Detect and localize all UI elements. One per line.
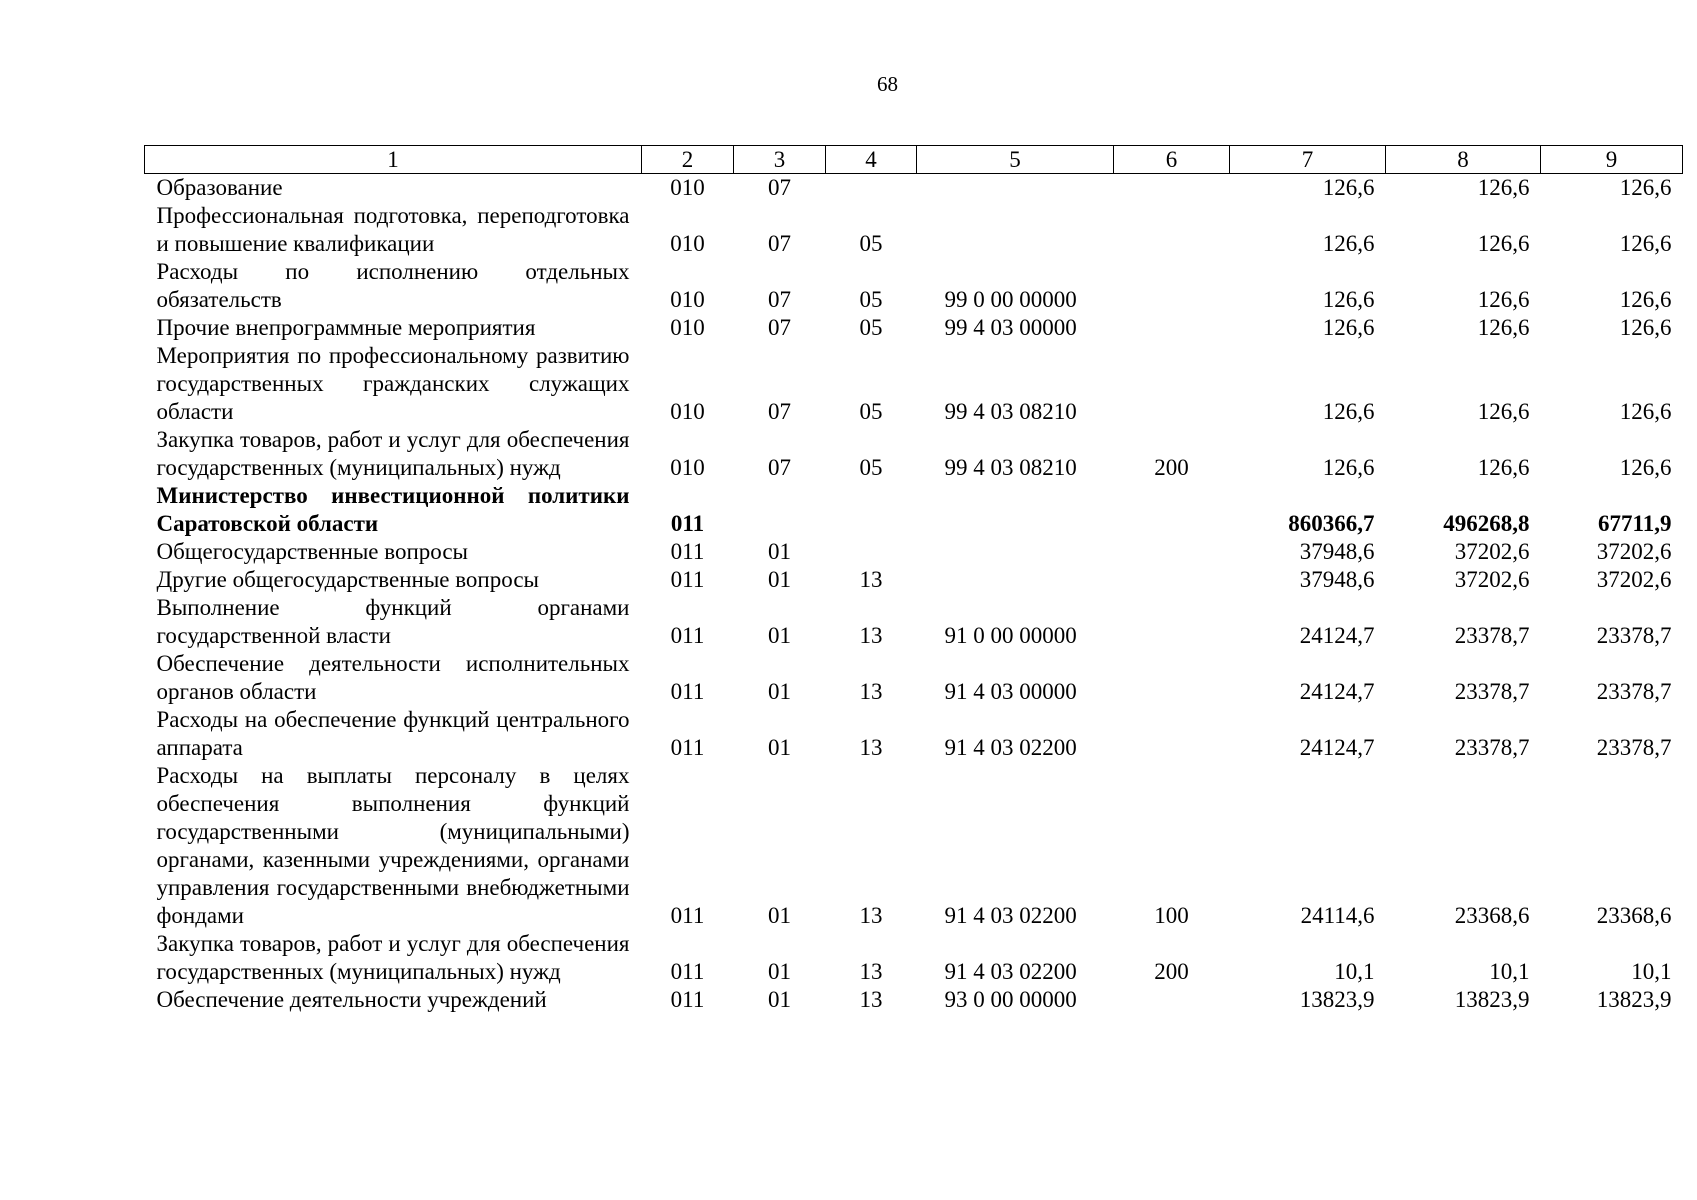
cell-section-code: 07 xyxy=(768,399,791,424)
row-name: Профессиональная подготовка, переподготовка и повышение квалификации xyxy=(156,203,630,256)
cell-expense-type xyxy=(1114,258,1230,314)
cell-amount-1: 126,6 xyxy=(1322,287,1375,312)
row-name: Обеспечение деятельности исполнительных органов области xyxy=(156,651,630,704)
cell-amount-2: 23378,7 xyxy=(1454,623,1530,648)
cell-expense-type xyxy=(1114,566,1230,594)
cell-amount-1: 126,6 xyxy=(1322,175,1375,200)
cell-expense-type: 200 xyxy=(1154,455,1189,480)
cell-amount-1: 860366,7 xyxy=(1288,511,1375,536)
cell-amount-1: 10,1 xyxy=(1334,959,1375,984)
table-row xyxy=(145,706,1683,762)
table-row xyxy=(145,426,1683,482)
cell-subsection-code: 05 xyxy=(859,399,883,424)
cell-amount-3: 37202,6 xyxy=(1596,539,1672,564)
cell-target-article xyxy=(917,566,1114,594)
cell-subsection-code xyxy=(826,538,917,566)
cell-amount-2: 23378,7 xyxy=(1454,735,1530,760)
cell-amount-1: 24124,7 xyxy=(1299,679,1375,704)
cell-amount-1: 37948,6 xyxy=(1299,567,1375,592)
cell-amount-2: 126,6 xyxy=(1477,455,1530,480)
cell-ministry-code: 010 xyxy=(670,175,705,200)
cell-ministry-code: 010 xyxy=(670,455,705,480)
cell-expense-type xyxy=(1114,650,1230,706)
table-row xyxy=(145,762,1683,930)
cell-section-code xyxy=(734,482,826,538)
cell-target-article: 99 4 03 08210 xyxy=(944,455,1077,480)
cell-amount-2: 23368,6 xyxy=(1454,903,1530,928)
header-col-5: 5 xyxy=(917,146,1114,174)
table-row xyxy=(145,314,1683,342)
cell-target-article xyxy=(917,174,1114,203)
table-header-row xyxy=(145,146,1683,174)
cell-section-code: 01 xyxy=(768,959,791,984)
cell-ministry-code: 010 xyxy=(670,399,705,424)
cell-amount-2: 10,1 xyxy=(1489,959,1530,984)
cell-subsection-code: 05 xyxy=(859,287,883,312)
cell-target-article: 93 0 00 00000 xyxy=(944,987,1077,1012)
cell-target-article: 91 0 00 00000 xyxy=(944,623,1077,648)
row-name: Общегосударственные вопросы xyxy=(156,539,468,564)
cell-amount-3: 13823,9 xyxy=(1596,987,1672,1012)
cell-section-code: 01 xyxy=(768,567,791,592)
cell-section-code: 01 xyxy=(768,623,791,648)
row-name: Закупка товаров, работ и услуг для обеспечения государственных (муниципальных) нужд xyxy=(156,931,630,984)
row-name: Расходы на выплаты персоналу в целях обеспечения выполнения функций государственными (муниципальными) органами, казенными учреждениями, органами управления государственными внебюджетными фондами xyxy=(156,763,630,928)
cell-amount-1: 126,6 xyxy=(1322,231,1375,256)
cell-subsection-code: 05 xyxy=(859,231,883,256)
cell-expense-type xyxy=(1114,594,1230,650)
cell-subsection-code: 13 xyxy=(859,567,883,592)
cell-expense-type xyxy=(1114,202,1230,258)
cell-section-code: 07 xyxy=(768,287,791,312)
cell-subsection-code: 05 xyxy=(859,315,883,340)
table-row xyxy=(145,174,1683,203)
cell-subsection-code: 13 xyxy=(859,903,883,928)
cell-ministry-code: 011 xyxy=(670,623,705,648)
cell-section-code: 01 xyxy=(768,987,791,1012)
cell-target-article: 91 4 03 02200 xyxy=(944,903,1077,928)
cell-section-code: 01 xyxy=(768,539,791,564)
cell-subsection-code: 13 xyxy=(859,987,883,1012)
cell-amount-3: 23378,7 xyxy=(1596,623,1672,648)
cell-amount-1: 13823,9 xyxy=(1299,987,1375,1012)
cell-amount-3: 126,6 xyxy=(1619,399,1672,424)
header-col-4: 4 xyxy=(826,146,917,174)
row-name: Мероприятия по профессиональному развитию государственных гражданских служащих области xyxy=(156,343,630,424)
cell-section-code: 01 xyxy=(768,903,791,928)
cell-subsection-code xyxy=(826,482,917,538)
cell-amount-3: 126,6 xyxy=(1619,287,1672,312)
cell-amount-1: 24124,7 xyxy=(1299,735,1375,760)
cell-amount-3: 126,6 xyxy=(1619,231,1672,256)
row-name: Обеспечение деятельности учреждений xyxy=(156,987,547,1012)
cell-target-article xyxy=(917,538,1114,566)
table-row xyxy=(145,650,1683,706)
row-name: Другие общегосударственные вопросы xyxy=(156,567,539,592)
table-row xyxy=(145,538,1683,566)
cell-subsection-code: 05 xyxy=(859,455,883,480)
cell-ministry-code: 010 xyxy=(670,315,705,340)
cell-amount-1: 24114,6 xyxy=(1300,903,1375,928)
cell-target-article: 99 4 03 00000 xyxy=(944,315,1077,340)
row-name: Прочие внепрограммные мероприятия xyxy=(156,315,536,340)
cell-subsection-code xyxy=(826,174,917,203)
cell-target-article: 91 4 03 02200 xyxy=(944,735,1077,760)
cell-expense-type: 100 xyxy=(1154,903,1189,928)
cell-ministry-code: 011 xyxy=(670,679,705,704)
row-name: Образование xyxy=(156,175,283,200)
header-col-9: 9 xyxy=(1541,146,1683,174)
header-col-8: 8 xyxy=(1386,146,1541,174)
cell-subsection-code: 13 xyxy=(859,735,883,760)
cell-ministry-code: 010 xyxy=(670,231,705,256)
cell-target-article: 91 4 03 02200 xyxy=(944,959,1077,984)
table-row xyxy=(145,986,1683,1014)
cell-ministry-code: 010 xyxy=(670,287,705,312)
cell-amount-2: 126,6 xyxy=(1477,287,1530,312)
cell-amount-3: 23378,7 xyxy=(1596,679,1672,704)
row-name: Закупка товаров, работ и услуг для обеспечения государственных (муниципальных) нужд xyxy=(156,427,630,480)
cell-ministry-code: 011 xyxy=(670,567,705,592)
row-name: Выполнение функций органами государственной власти xyxy=(156,595,630,648)
cell-amount-2: 37202,6 xyxy=(1454,539,1530,564)
header-col-3: 3 xyxy=(734,146,826,174)
row-name: Министерство инвестиционной политики Саратовской области xyxy=(156,483,630,536)
header-col-2: 2 xyxy=(642,146,734,174)
cell-amount-3: 126,6 xyxy=(1619,175,1672,200)
cell-expense-type xyxy=(1114,174,1230,203)
cell-amount-2: 126,6 xyxy=(1477,175,1530,200)
cell-amount-3: 126,6 xyxy=(1619,455,1672,480)
cell-amount-2: 126,6 xyxy=(1477,315,1530,340)
cell-ministry-code: 011 xyxy=(670,959,705,984)
table-body xyxy=(145,174,1683,1015)
cell-amount-3: 23368,6 xyxy=(1596,903,1672,928)
cell-section-code: 07 xyxy=(768,231,791,256)
cell-ministry-code: 011 xyxy=(670,987,705,1012)
cell-amount-1: 37948,6 xyxy=(1299,539,1375,564)
header-col-6: 6 xyxy=(1114,146,1230,174)
cell-amount-1: 126,6 xyxy=(1322,455,1375,480)
row-name: Расходы на обеспечение функций центрального аппарата xyxy=(156,707,630,760)
cell-ministry-code: 011 xyxy=(670,511,705,536)
budget-table xyxy=(144,145,1683,1014)
table-row xyxy=(145,342,1683,426)
cell-expense-type xyxy=(1114,706,1230,762)
table-row xyxy=(145,930,1683,986)
cell-amount-2: 126,6 xyxy=(1477,231,1530,256)
cell-ministry-code: 011 xyxy=(670,539,705,564)
cell-target-article xyxy=(917,202,1114,258)
cell-expense-type xyxy=(1114,538,1230,566)
cell-ministry-code: 011 xyxy=(670,903,705,928)
header-col-7: 7 xyxy=(1230,146,1386,174)
cell-section-code: 01 xyxy=(768,679,791,704)
cell-subsection-code: 13 xyxy=(859,623,883,648)
cell-section-code: 07 xyxy=(768,315,791,340)
cell-target-article xyxy=(917,482,1114,538)
cell-target-article: 99 4 03 08210 xyxy=(944,399,1077,424)
cell-section-code: 07 xyxy=(768,455,791,480)
cell-amount-1: 126,6 xyxy=(1322,399,1375,424)
table-row xyxy=(145,566,1683,594)
cell-expense-type xyxy=(1114,482,1230,538)
header-col-1: 1 xyxy=(145,146,642,174)
table-row xyxy=(145,594,1683,650)
cell-target-article: 99 0 00 00000 xyxy=(944,287,1077,312)
cell-amount-3: 126,6 xyxy=(1619,315,1672,340)
table-row xyxy=(145,482,1683,538)
cell-amount-2: 23378,7 xyxy=(1454,679,1530,704)
table-row xyxy=(145,202,1683,258)
cell-target-article: 91 4 03 00000 xyxy=(944,679,1077,704)
cell-amount-2: 496268,8 xyxy=(1443,511,1530,536)
cell-subsection-code: 13 xyxy=(859,679,883,704)
cell-section-code: 07 xyxy=(768,175,791,200)
cell-amount-2: 37202,6 xyxy=(1454,567,1530,592)
cell-expense-type xyxy=(1114,986,1230,1014)
cell-subsection-code: 13 xyxy=(859,959,883,984)
cell-amount-3: 67711,9 xyxy=(1598,511,1672,536)
cell-ministry-code: 011 xyxy=(670,735,705,760)
cell-amount-3: 37202,6 xyxy=(1596,567,1672,592)
table-row xyxy=(145,258,1683,314)
cell-expense-type xyxy=(1114,342,1230,426)
cell-section-code: 01 xyxy=(768,735,791,760)
cell-amount-3: 10,1 xyxy=(1631,959,1672,984)
cell-expense-type xyxy=(1114,314,1230,342)
page-number: 68 xyxy=(877,72,898,96)
cell-amount-3: 23378,7 xyxy=(1596,735,1672,760)
row-name: Расходы по исполнению отдельных обязательств xyxy=(156,259,630,312)
cell-amount-1: 126,6 xyxy=(1322,315,1375,340)
cell-amount-1: 24124,7 xyxy=(1299,623,1375,648)
cell-expense-type: 200 xyxy=(1154,959,1189,984)
cell-amount-2: 126,6 xyxy=(1477,399,1530,424)
cell-amount-2: 13823,9 xyxy=(1454,987,1530,1012)
